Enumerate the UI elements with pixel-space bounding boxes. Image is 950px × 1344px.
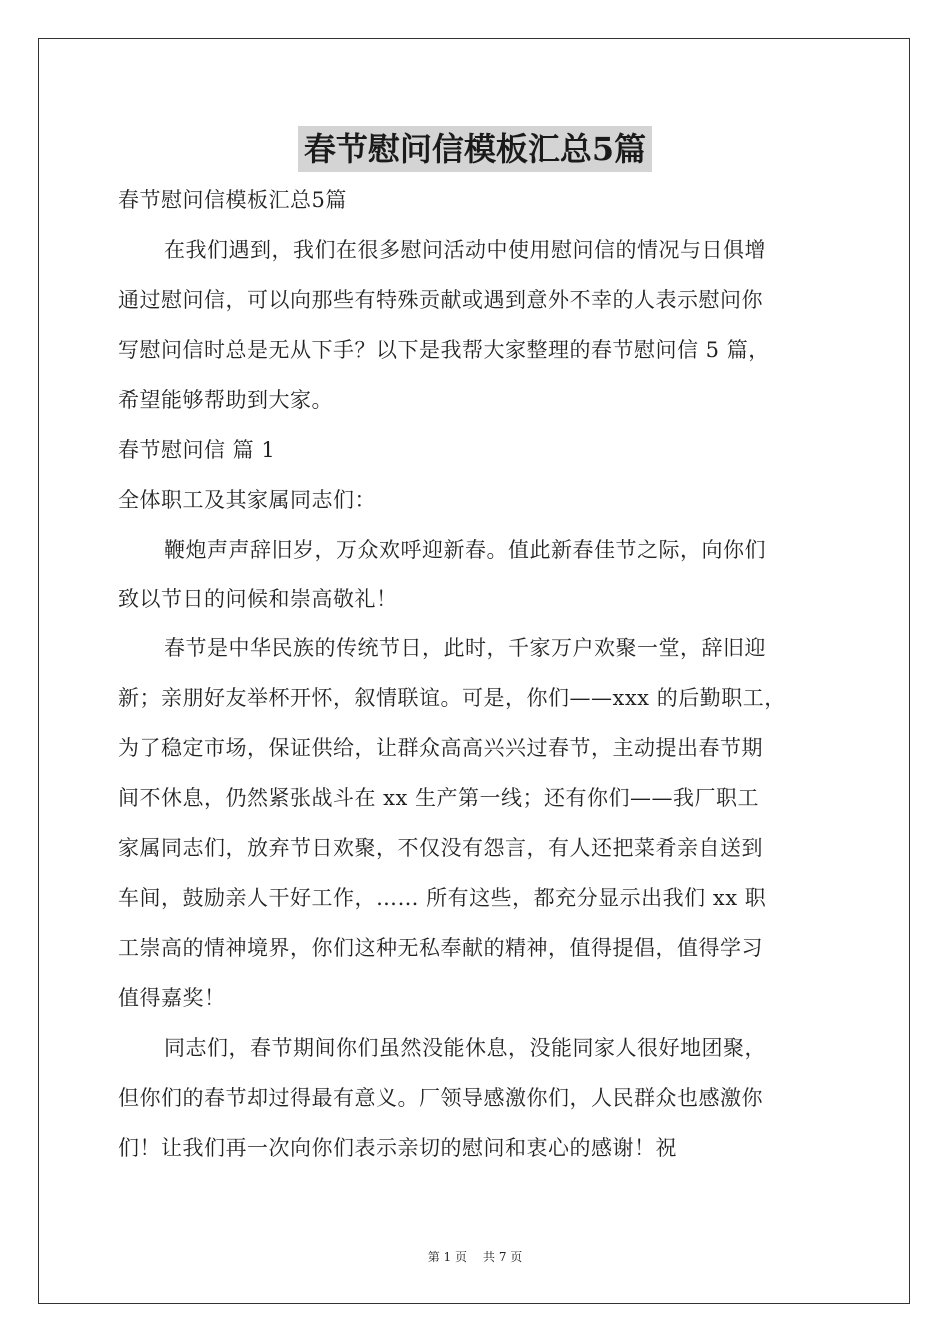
paragraph-line: 值得嘉奖！ (118, 986, 226, 1010)
page-total: 共 7 页 (483, 1250, 523, 1264)
subtitle-line: 春节慰问信模板汇总5篇 (118, 188, 347, 212)
paragraph-line: 新；亲朋好友举杯开怀，叙情联谊。可是，你们——xxx 的后勤职工， (118, 686, 786, 710)
section-heading: 春节慰问信 篇 1 (118, 438, 276, 462)
paragraph-line: 写慰问信时总是无从下手？以下是我帮大家整理的春节慰问信 5 篇， (118, 338, 770, 362)
page-footer (0, 1248, 950, 1265)
paragraph-line: 们！让我们再一次向你们表示亲切的慰问和衷心的感谢！祝 (118, 1136, 677, 1160)
paragraph-line: 为了稳定市场，保证供给，让群众高高兴兴过春节，主动提出春节期 (118, 736, 763, 760)
paragraph-line: 家属同志们，放弃节日欢聚，不仅没有怨言，有人还把菜肴亲自送到 (118, 836, 763, 860)
paragraph-line: 通过慰问信，可以向那些有特殊贡献或遇到意外不幸的人表示慰问你 (118, 288, 763, 312)
salutation: 全体职工及其家属同志们： (118, 488, 376, 512)
document-title: 春节慰问信模板汇总5篇 (298, 126, 652, 172)
title-container (0, 126, 950, 172)
page-number: 第 1 页 (427, 1250, 467, 1264)
paragraph-line: 同志们，春节期间你们虽然没能休息，没能同家人很好地团聚， (164, 1036, 766, 1060)
paragraph-line: 间不休息，仍然紧张战斗在 xx 生产第一线；还有你们——我厂职工 (118, 786, 760, 810)
paragraph-line: 车间，鼓励亲人干好工作，…… 所有这些，都充分显示出我们 xx 职 (118, 886, 767, 910)
paragraph-line: 鞭炮声声辞旧岁，万众欢呼迎新春。值此新春佳节之际，向你们 (164, 538, 766, 562)
paragraph-line: 但你们的春节却过得最有意义。厂领导感激你们，人民群众也感激你 (118, 1086, 763, 1110)
paragraph-line: 希望能够帮助到大家。 (118, 388, 333, 412)
paragraph-line: 春节是中华民族的传统节日，此时，千家万户欢聚一堂，辞旧迎 (164, 636, 766, 660)
paragraph-line: 致以节日的问候和崇高敬礼！ (118, 587, 398, 611)
paragraph-line: 工崇高的情神境界，你们这种无私奉献的精神，值得提倡，值得学习 (118, 936, 763, 960)
paragraph-line: 在我们遇到，我们在很多慰问活动中使用慰问信的情况与日俱增 (164, 238, 766, 262)
page-border (38, 38, 910, 1304)
